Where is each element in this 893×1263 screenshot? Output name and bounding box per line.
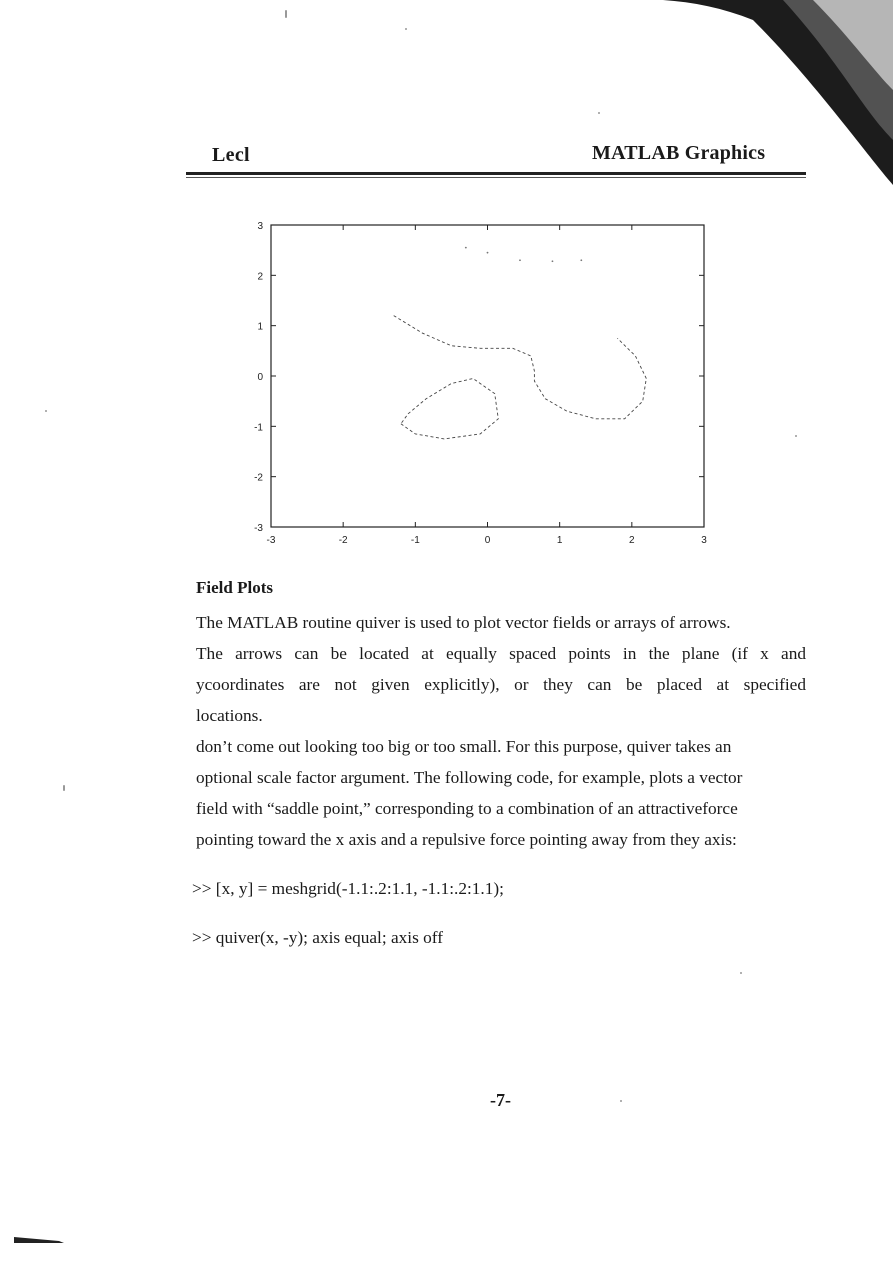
paragraph-quiver-intro [196, 607, 806, 731]
x-tick-label: -3 [266, 535, 276, 546]
series-point-top-dots [552, 260, 554, 262]
paragraph-line: pointing toward the x axis and a repulsive force pointing away from they axis: [196, 830, 737, 849]
series-point-top-dots [465, 247, 467, 249]
paragraph-line: ycoordinates are not given explicitly), or they can be placed at specified [196, 675, 806, 694]
header-lecture-label: Lecl [212, 144, 250, 166]
paragraph-line: field with “saddle point,” corresponding to a combination of an attractiveforce [196, 799, 738, 818]
y-tick-label: 3 [257, 221, 263, 232]
page-number: -7- [490, 1090, 511, 1110]
paragraph-line: don’t come out looking too big or too small. For this purpose, quiver takes an [196, 737, 732, 756]
header-rule [186, 172, 806, 175]
paragraph-line: optional scale factor argument. The following code, for example, plots a vector [196, 768, 743, 787]
x-tick-label: -1 [410, 535, 420, 546]
plot-frame [271, 225, 704, 527]
series-point-top-dots [519, 259, 521, 261]
y-tick-label: -2 [254, 472, 263, 484]
x-tick-label: 3 [701, 535, 707, 546]
y-tick-label: -3 [254, 523, 263, 534]
series-point-top-dots [487, 252, 489, 254]
series-point-top-dots [580, 259, 582, 261]
code-quiver: >> quiver(x, -y); axis equal; axis off [192, 928, 443, 947]
paragraph-scale-factor [196, 731, 806, 855]
y-tick-label: 2 [257, 271, 263, 283]
scan-corner-artifact [663, 0, 893, 200]
series-line-closed-loop [401, 379, 498, 439]
paragraph-line: locations. [196, 706, 263, 725]
line-plot [240, 215, 720, 550]
header-title: MATLAB Graphics [592, 142, 766, 164]
x-tick-label: 0 [484, 535, 491, 546]
paragraph-line: The arrows can be located at equally spaced points in the plane (if x and [196, 644, 806, 663]
y-tick-label: 0 [257, 372, 263, 383]
code-meshgrid: >> [x, y] = meshgrid(-1.1:.2:1.1, -1.1:.2:1.1); [192, 879, 504, 898]
y-tick-label: -1 [254, 422, 263, 434]
section-title: Field Plots [196, 578, 273, 597]
header-rule-thin [186, 177, 806, 178]
scan-edge-artifact [14, 1225, 74, 1245]
x-tick-label: 1 [556, 535, 563, 546]
x-tick-label: 2 [629, 535, 635, 546]
series-line-upper-curve [394, 316, 647, 419]
paragraph-line: The MATLAB routine quiver is used to plot vector fields or arrays of arrows. [196, 613, 731, 632]
x-tick-label: -2 [338, 535, 348, 546]
y-tick-label: 1 [257, 321, 263, 333]
